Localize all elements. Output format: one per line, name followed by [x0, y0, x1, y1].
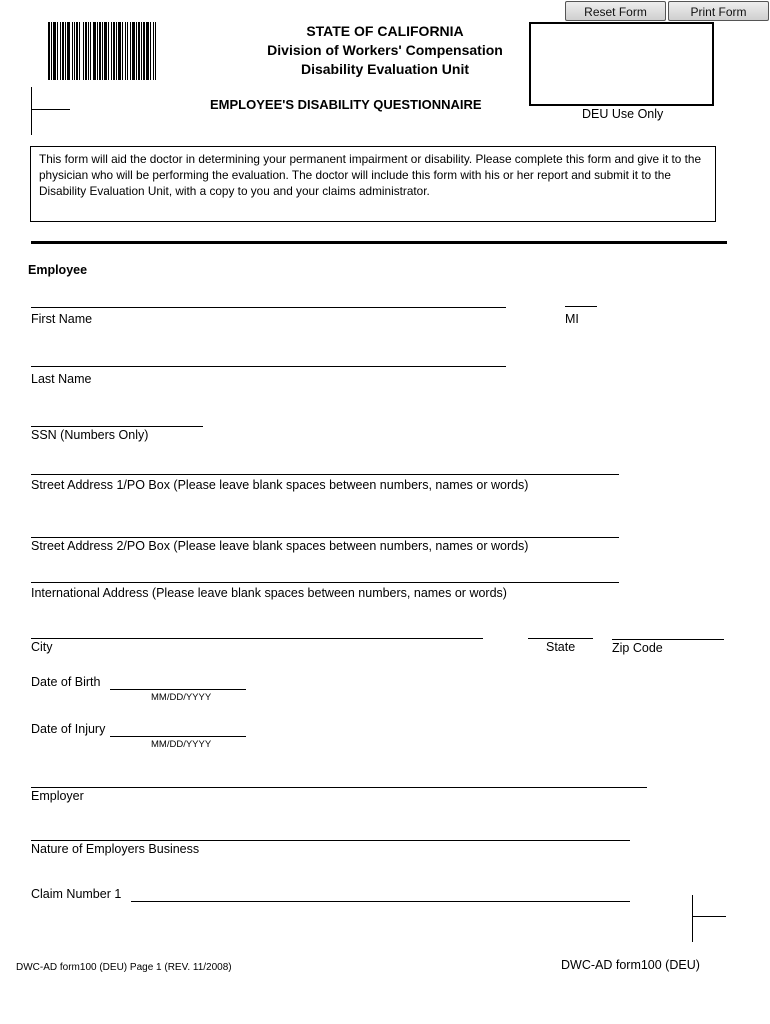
date-of-birth-field[interactable] — [110, 676, 246, 690]
international-address-field[interactable] — [31, 569, 619, 583]
last-name-field[interactable] — [31, 353, 506, 367]
employer-label: Employer — [31, 789, 84, 803]
claim-number-label: Claim Number 1 — [31, 887, 122, 901]
mi-label: MI — [565, 312, 579, 326]
street-address-1-label: Street Address 1/PO Box (Please leave blank spaces between numbers, names or words) — [31, 478, 529, 492]
intro-text: This form will aid the doctor in determining your permanent impairment or disability. Please complete this form and give it to the physician who will be performing the evaluation. The doctor will include this form with his or her report and submit it to the Disability Evaluation Unit, with a copy to you and your claims administrator. — [39, 152, 702, 198]
date-of-injury-label: Date of Injury — [31, 722, 106, 736]
footer-left: DWC-AD form100 (DEU) Page 1 (REV. 11/2008) — [16, 962, 232, 973]
header-state: STATE OF CALIFORNIA — [306, 23, 464, 39]
date-of-birth-label: Date of Birth — [31, 675, 101, 689]
corner-mark-horizontal-bottom — [692, 916, 726, 917]
street-address-2-label: Street Address 2/PO Box (Please leave blank spaces between numbers, names or words) — [31, 539, 529, 553]
nature-of-business-field[interactable] — [31, 827, 630, 841]
street-address-1-field[interactable] — [31, 461, 619, 475]
mi-field[interactable] — [565, 293, 597, 307]
corner-mark-horizontal — [31, 109, 70, 110]
last-name-label: Last Name — [31, 372, 92, 386]
ssn-label: SSN (Numbers Only) — [31, 428, 149, 442]
intro-box — [30, 146, 716, 222]
employer-field[interactable] — [31, 774, 647, 788]
first-name-label: First Name — [31, 312, 93, 326]
deu-use-box — [529, 22, 714, 106]
section-title-employee: Employee — [28, 263, 88, 277]
ssn-field[interactable] — [31, 413, 203, 427]
print-form-button[interactable]: Print Form — [668, 1, 769, 21]
street-address-2-field[interactable] — [31, 524, 619, 538]
international-address-label: International Address (Please leave blank spaces between numbers, names or words) — [31, 586, 507, 600]
header-division: Division of Workers' Compensation — [267, 42, 503, 58]
form-title: EMPLOYEE'S DISABILITY QUESTIONNAIRE — [210, 97, 482, 112]
zip-code-field[interactable] — [612, 626, 724, 640]
nature-of-business-label: Nature of Employers Business — [31, 842, 200, 856]
corner-mark-vertical — [31, 87, 32, 135]
date-of-birth-format: MM/DD/YYYY — [151, 692, 212, 703]
first-name-field[interactable] — [31, 294, 506, 308]
section-divider — [31, 241, 727, 244]
claim-number-field[interactable] — [131, 888, 630, 902]
footer-right: DWC-AD form100 (DEU) — [561, 958, 700, 972]
date-of-injury-field[interactable] — [110, 723, 246, 737]
deu-use-label: DEU Use Only — [582, 107, 664, 121]
city-field[interactable] — [31, 625, 483, 639]
corner-mark-vertical-bottom — [692, 895, 693, 942]
city-label: City — [31, 640, 53, 654]
state-label: State — [546, 640, 576, 654]
date-of-injury-format: MM/DD/YYYY — [151, 739, 212, 750]
reset-form-button[interactable]: Reset Form — [565, 1, 666, 21]
header-unit: Disability Evaluation Unit — [300, 61, 470, 77]
state-field[interactable] — [528, 625, 593, 639]
zip-code-label: Zip Code — [612, 641, 663, 655]
